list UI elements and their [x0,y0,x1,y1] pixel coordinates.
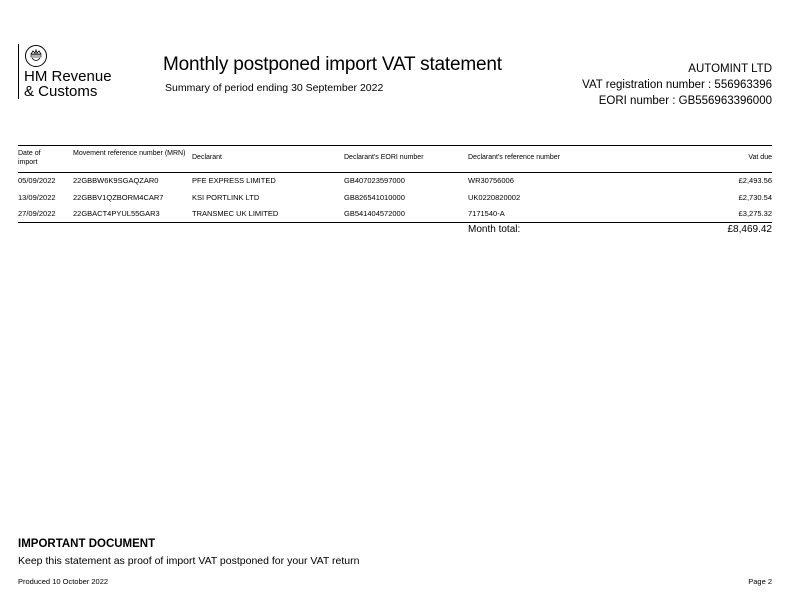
crown-crest-icon [24,44,48,68]
cell-declarant: KSI PORTLINK LTD [192,193,260,202]
hmrc-logo [18,44,148,104]
cell-declarant-ref: 7171540-A [468,209,505,218]
month-total-value: £8,469.42 [727,224,772,235]
cell-declarant-eori: GB407023597000 [344,176,405,185]
eori-number: EORI number : GB556963396000 [598,95,772,107]
column-header-date: Date of import [18,150,41,166]
cell-mrn: 22GBACT4PYUL55GAR3 [73,209,160,218]
logo-divider [18,44,19,99]
table-bottom-rule [18,222,772,223]
table-header-rule [18,172,772,173]
cell-mrn: 22GBBW6K9SGAQZAR0 [73,176,159,185]
column-header-declarant-eori: Declarant's EORI number [344,154,424,161]
cell-mrn: 22GBBV1QZBORM4CAR7 [73,193,164,202]
cell-date: 27/09/2022 [18,209,56,218]
cell-declarant-ref: WR30756006 [468,176,514,185]
column-header-mrn: Movement reference number (MRN) [73,150,186,157]
produced-date: Produced 10 October 2022 [18,577,109,586]
cell-declarant-eori: GB541404572000 [344,209,405,218]
company-name: AUTOMINT LTD [688,63,772,75]
month-total-label: Month total: [468,224,521,235]
cell-date: 13/09/2022 [18,193,56,202]
proof-instruction-text: Keep this statement as proof of import VAT postponed for your VAT return [18,555,360,567]
logo-text-line2: & Customs [24,83,98,100]
cell-declarant: PFE EXPRESS LIMITED [192,176,276,185]
cell-declarant-ref: UK0220820002 [468,193,521,202]
column-header-vat-due: Vat due [748,154,772,161]
page-title: Monthly postponed import VAT statement [163,54,502,75]
cell-vat-due: £3,275.32 [738,209,772,218]
page-number: Page 2 [748,577,772,586]
column-header-declarant: Declarant [192,154,222,161]
page-subtitle: Summary of period ending 30 September 2022 [165,82,384,94]
cell-vat-due: £2,730.54 [738,193,772,202]
cell-declarant-eori: GB826541010000 [344,193,405,202]
column-header-declarant-ref: Declarant's reference number [468,154,560,161]
cell-declarant: TRANSMEC UK LIMITED [192,209,279,218]
logo-text-line1: HM Revenue [24,68,112,85]
important-document-heading: IMPORTANT DOCUMENT [18,538,156,550]
table-top-rule [18,145,772,146]
cell-vat-due: £2,493.56 [738,176,772,185]
cell-date: 05/09/2022 [18,176,56,185]
vat-registration-number: VAT registration number : 556963396 [582,79,772,91]
